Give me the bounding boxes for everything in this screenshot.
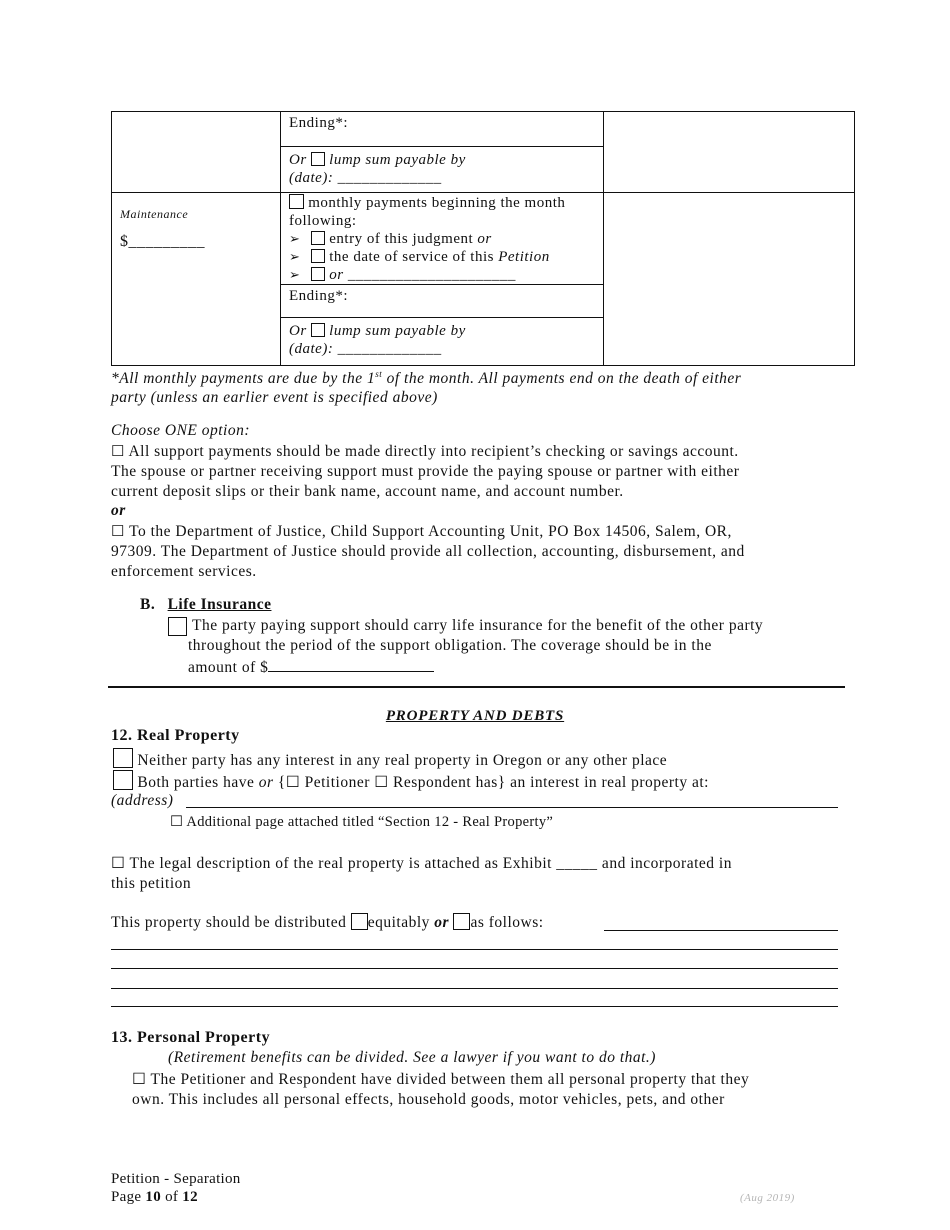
or-separator: or: [111, 502, 126, 519]
doj-text: 97309. The Department of Justice should provide all collection, accounting, disbursement, and: [111, 543, 745, 560]
distribution-line: This property should be distributed equitably or as follows:: [111, 914, 544, 931]
table-cell-terms: [281, 112, 604, 193]
direct-deposit-checkbox[interactable]: ☐: [111, 444, 125, 460]
has-real-property-checkbox[interactable]: [113, 770, 133, 790]
ending-field[interactable]: Ending*:: [281, 285, 603, 318]
table-row: [112, 112, 855, 193]
entry-judgment-checkbox[interactable]: [311, 231, 325, 245]
arrow-bullet-icon: ➢: [289, 231, 301, 246]
personal-property-text: own. This includes all personal effects, household goods, motor vehicles, pets, and other: [132, 1091, 725, 1108]
monthly-payments-block: monthly payments beginning the month following: ➢ entry of this judgment or ➢ the date of service of this Petition ➢ or _____________________: [281, 193, 603, 285]
life-insurance-heading: B. Life Insurance: [140, 596, 272, 613]
no-real-property-option: Neither party has any interest in any real property in Oregon or any other place: [113, 748, 667, 770]
life-insurance-text: The party paying support should carry life insurance for the benefit of the other party: [192, 617, 764, 634]
table-cell-category: [112, 193, 281, 366]
lump-sum-date-field[interactable]: _____________: [337, 341, 442, 357]
lump-sum-option: Or lump sum payable by (date): _____________: [289, 323, 466, 357]
footer-page-number: Page 10 of 12: [111, 1189, 198, 1205]
ending-field[interactable]: Ending*:: [281, 112, 603, 147]
distribution-field[interactable]: [111, 988, 838, 989]
coverage-amount: amount of $: [188, 657, 434, 677]
retirement-note: (Retirement benefits can be divided. See a lawyer if you want to do that.): [168, 1049, 656, 1066]
maintenance-amount-field[interactable]: $_________: [120, 233, 205, 250]
footer-version: (Aug 2019): [740, 1192, 795, 1204]
section-divider: [108, 686, 845, 688]
property-debts-heading: PROPERTY AND DEBTS: [385, 708, 565, 724]
address-field[interactable]: [186, 807, 838, 808]
footer-form-name: Petition - Separation: [111, 1171, 241, 1187]
address-label: (address): [111, 792, 174, 809]
life-insurance-text: throughout the period of the support obligation. The coverage should be in the: [188, 637, 712, 654]
payments-note-line2: party (unless an earlier event is specified above): [111, 389, 438, 406]
has-real-property-option: Both parties have or {☐ Petitioner ☐ Respondent has} an interest in real property at:: [113, 770, 709, 792]
legal-description-option[interactable]: ☐ The legal description of the real property is attached as Exhibit _____ and incorporated in: [111, 855, 732, 872]
distribution-field[interactable]: [111, 1006, 838, 1007]
real-property-title: 12. Real Property: [111, 727, 240, 744]
equitably-checkbox[interactable]: [351, 913, 368, 930]
arrow-bullet-icon: ➢: [289, 267, 301, 282]
choose-heading: Choose ONE option:: [111, 422, 251, 439]
direct-deposit-text: The spouse or partner receiving support must provide the paying spouse or partner with either: [111, 463, 740, 480]
personal-property-title: 13. Personal Property: [111, 1029, 271, 1046]
lump-sum-checkbox[interactable]: [311, 152, 325, 166]
direct-deposit-text: current deposit slips or their bank name, account name, and account number.: [111, 483, 624, 500]
maintenance-label: Maintenance: [120, 207, 189, 221]
distribution-field[interactable]: [604, 930, 838, 931]
lump-sum-option: Or lump sum payable by (date): _____________: [289, 152, 466, 186]
lump-sum-date-field[interactable]: _____________: [337, 170, 442, 186]
legal-description-text: this petition: [111, 875, 192, 892]
monthly-payments-checkbox[interactable]: [289, 194, 304, 209]
doj-checkbox[interactable]: ☐: [111, 524, 125, 540]
coverage-amount-field[interactable]: [268, 657, 434, 672]
arrow-bullet-icon: ➢: [289, 249, 301, 264]
support-table: [111, 111, 855, 366]
direct-deposit-option: ☐ All support payments should be made directly into recipient’s checking or savings account.: [111, 443, 739, 460]
table-cell-category: [112, 112, 281, 193]
additional-page-option[interactable]: ☐ Additional page attached titled “Section 12 - Real Property”: [170, 814, 554, 830]
other-date-checkbox[interactable]: [311, 267, 325, 281]
date-of-service-checkbox[interactable]: [311, 249, 325, 263]
as-follows-checkbox[interactable]: [453, 913, 470, 930]
table-row: [112, 193, 855, 366]
no-real-property-checkbox[interactable]: [113, 748, 133, 768]
doj-text: enforcement services.: [111, 563, 257, 580]
lump-sum-checkbox[interactable]: [311, 323, 325, 337]
payments-note: *All monthly payments are due by the 1st of the month. All payments end on the death of either: [111, 369, 742, 388]
doj-option: ☐ To the Department of Justice, Child Support Accounting Unit, PO Box 14506, Salem, OR,: [111, 523, 732, 540]
other-date-field[interactable]: _____________________: [347, 267, 516, 283]
table-cell-notes: [604, 193, 855, 366]
table-cell-terms: [281, 193, 604, 366]
distribution-field[interactable]: [111, 968, 838, 969]
personal-property-option[interactable]: ☐ The Petitioner and Respondent have divided between them all personal property that they: [132, 1071, 750, 1088]
distribution-field[interactable]: [111, 949, 838, 950]
life-insurance-checkbox[interactable]: [168, 617, 187, 638]
table-cell-notes: [604, 112, 855, 193]
